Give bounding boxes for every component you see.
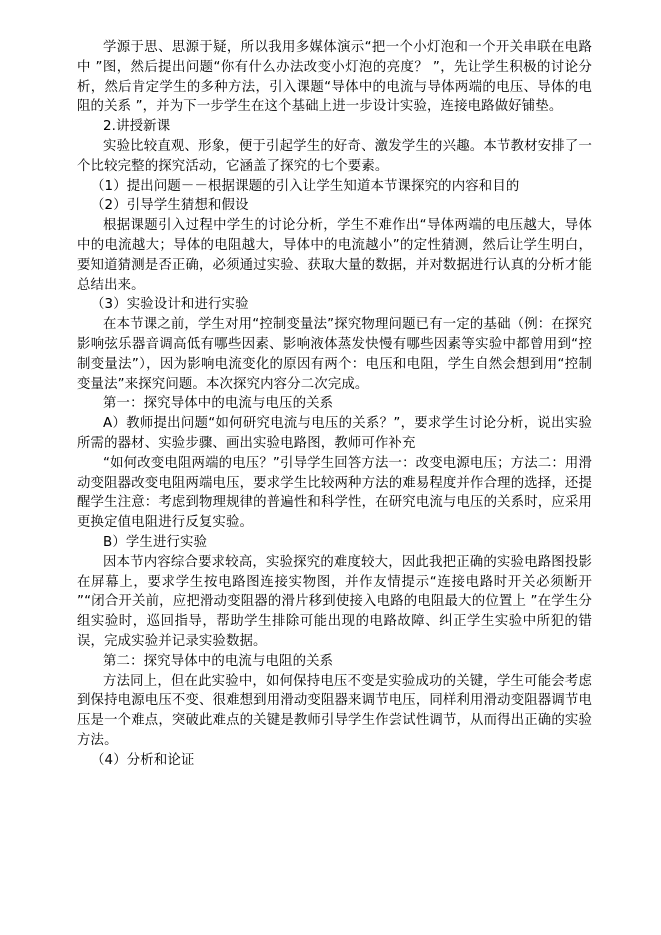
section-heading-new-lesson: 2.讲授新课 xyxy=(103,119,171,135)
paragraph-method-same: 方法同上，但在此实验中，如何保持电压不变是实验成功的关键，学生可能会考虑到保持电源电压不变、很难想到用滑动变阻器来调节电压，同样利用滑动变阻器调节电压是一个难点，突破此难点的关键是教师引导学生作尝试性调节，从而得出正确的实验方法。 xyxy=(77,673,592,748)
step-4-heading: （4）分析和论证 xyxy=(91,752,195,768)
subsection-student-experiment: B）学生进行实验 xyxy=(103,534,208,550)
subsection-current-resistance: 第二：探究导体中的电流与电阻的关系 xyxy=(103,653,334,669)
paragraph-methods: “如何改变电阻两端的电压？”引导学生回答方法一：改变电源电压；方法二：用滑动变阻器改变电阻两端电压，要求学生比较两种方法的难易程度并作合理的选择，还提醒学生注意：考虑到物理规律的普遍性和科学性，在研究电流与电压的关系时，应采用更换定值电阻进行反复实验。 xyxy=(77,455,592,531)
paragraph-control-variable: 在本节课之前，学生对用“控制变量法”探究物理问题已有一定的基础（例：在探究影响弦乐器音调高低有哪些因素、影响液体蒸发快慢有哪些因素等实验中都曾用到“控制变量法”），因为影响电流变化的原因有两个：电压和电阻，学生自然会想到用“控制变量法”来探究问题。本次探究内容分二次完成。 xyxy=(77,317,592,392)
step-2-heading: （2）引导学生猜想和假设 xyxy=(91,198,249,214)
paragraph-hypothesis: 根据课题引入过程中学生的讨论分析，学生不难作出“导体两端的电压越大，导体中的电流越大；导体的电阻越大，导体中的电流越小”的定性猜测，然后让学生明白，要知道猜测是否正确，必须通过实验、获取大量的数据，并对数据进行认真的分析才能总结出来。 xyxy=(77,218,592,293)
intro-paragraph: 学源于思、思源于疑，所以我用多媒体演示“把一个小灯泡和一个开关串联在电路中 ”图，然后提出问题“你有什么办法改变小灯泡的亮度？ ”，先让学生积极的讨论分析，然后肯定学生的多种方法，引入课题“导体中的电流与导体两端的电压、导体的电阻的关系 ”，并为下一步学生在这个基础上进一步设计实验，连接电路做好铺垫。 xyxy=(77,40,592,115)
subsection-current-voltage: 第一：探究导体中的电流与电压的关系 xyxy=(103,396,334,412)
step-3-heading: （3）实验设计和进行实验 xyxy=(91,297,249,313)
document-page xyxy=(77,38,592,770)
paragraph-circuit-guidance: 因本节内容综合要求较高，实验探究的难度较大，因此我把正确的实验电路图投影在屏幕上，要求学生按电路图连接实物图，并作友情提示“连接电路时开关必须断开 ”“闭合开关前，应把滑动变阻器的滑片移到使接入电路的电阻最大的位置上 ”在学生分组实验时，巡回指导，帮助学生排除可能出现的电路故障、纠正学生实验中所犯的错误，完成实验并记录实验数据。 xyxy=(77,554,592,649)
paragraph-teacher-question: A）教师提出问题“如何研究电流与电压的关系？”，要求学生讨论分析，说出实验所需的器材、实验步骤、画出实验电路图，教师可作补充 xyxy=(77,416,592,451)
paragraph-experiment-overview: 实验比较直观、形象，便于引起学生的好奇、激发学生的兴趣。本节教材安排了一个比较完整的探究活动，它涵盖了探究的七个要素。 xyxy=(77,138,592,174)
step-1-heading: （1）提出问题－－根据课题的引入让学生知道本节课探究的内容和目的 xyxy=(91,178,520,194)
